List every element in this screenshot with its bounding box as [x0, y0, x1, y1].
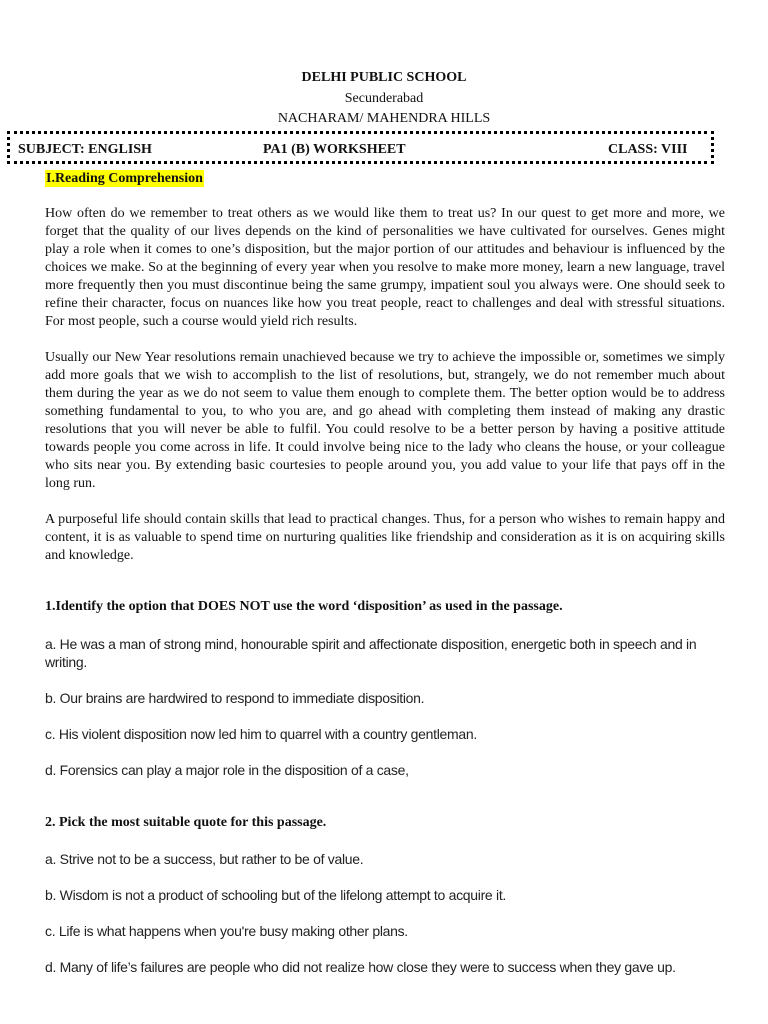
question-2: 2. Pick the most suitable quote for this passage.: [45, 815, 327, 830]
school-branch: NACHARAM/ MAHENDRA HILLS: [277, 111, 491, 126]
school-name: DELHI PUBLIC SCHOOL: [301, 70, 467, 85]
question-1: 1.Identify the option that DOES NOT use the word ‘disposition’ as used in the passage.: [45, 599, 563, 614]
subject-label: SUBJECT: ENGLISH: [18, 142, 152, 157]
worksheet-label: PA1 (B) WORKSHEET: [263, 142, 406, 157]
question-1-option-c: c. His violent disposition now led him to quarrel with a country gentleman.: [45, 726, 477, 742]
question-1-option-d: d. Forensics can play a major role in the disposition of a case,: [45, 762, 409, 778]
school-city: Secunderabad: [344, 91, 424, 106]
passage-paragraph: A purposeful life should contain skills that lead to practical changes. Thus, for a person who wishes to remain happy and content, it is as valuable to spend time on nurturing qualities like friendship and consideration as it is on acquiring skills and knowledge.: [45, 512, 725, 563]
question-1-option-b: b. Our brains are hardwired to respond to immediate disposition.: [45, 690, 425, 706]
passage-paragraph: How often do we remember to treat others as we would like them to treat us? In our quest to get more and more, we forget that the quality of our lives depends on the kind of personalities we have cultivated for ourselves. Genes might play a role when it comes to one’s disposition, but the major portion of our attitudes and behaviour is influenced by the choices we make. So at the beginning of every year when you resolve to make more money, learn a new language, travel more frequently then you must discontinue being the same grumpy, impatient soul you always were. One should seek to refine their character, focus on nuances like how you treat people, react to challenges and deal with stressful situations. For most people, such a course would yield rich results.: [45, 206, 725, 329]
question-2-option-b: b. Wisdom is not a product of schooling but of the lifelong attempt to acquire it.: [45, 887, 506, 903]
class-label: CLASS: VIII: [608, 142, 688, 157]
passage-paragraph: Usually our New Year resolutions remain unachieved because we try to achieve the impossible or, sometimes we simply add more goals that we wish to accomplish to the list of resolutions, but, strangely, we do not remember much about them during the year as we do not seem to value them enough to complete them. The better option would be to address something fundamental to you, to who you are, and go ahead with completing them instead of making any drastic resolutions that you will never be able to fulfil. You could resolve to be a better person by having a positive attitude towards people you come across in life. It could involve being nice to the lady who cleans the house, or your colleague who sits near you. By extending basic courtesies to people around you, you add value to your life that pays off in the long run.: [45, 350, 725, 491]
question-2-option-a: a. Strive not to be a success, but rather to be of value.: [45, 851, 364, 867]
question-2-option-c: c. Life is what happens when you're busy making other plans.: [45, 923, 408, 939]
question-1-option-a: a. He was a man of strong mind, honourable spirit and affectionate disposition, energetic both in speech and in writing.: [45, 636, 697, 670]
section-title: I.Reading Comprehension: [46, 171, 203, 186]
subject-bar: [7, 131, 714, 164]
question-2-option-d: d. Many of life’s failures are people who did not realize how close they were to success when they gave up.: [45, 959, 676, 975]
